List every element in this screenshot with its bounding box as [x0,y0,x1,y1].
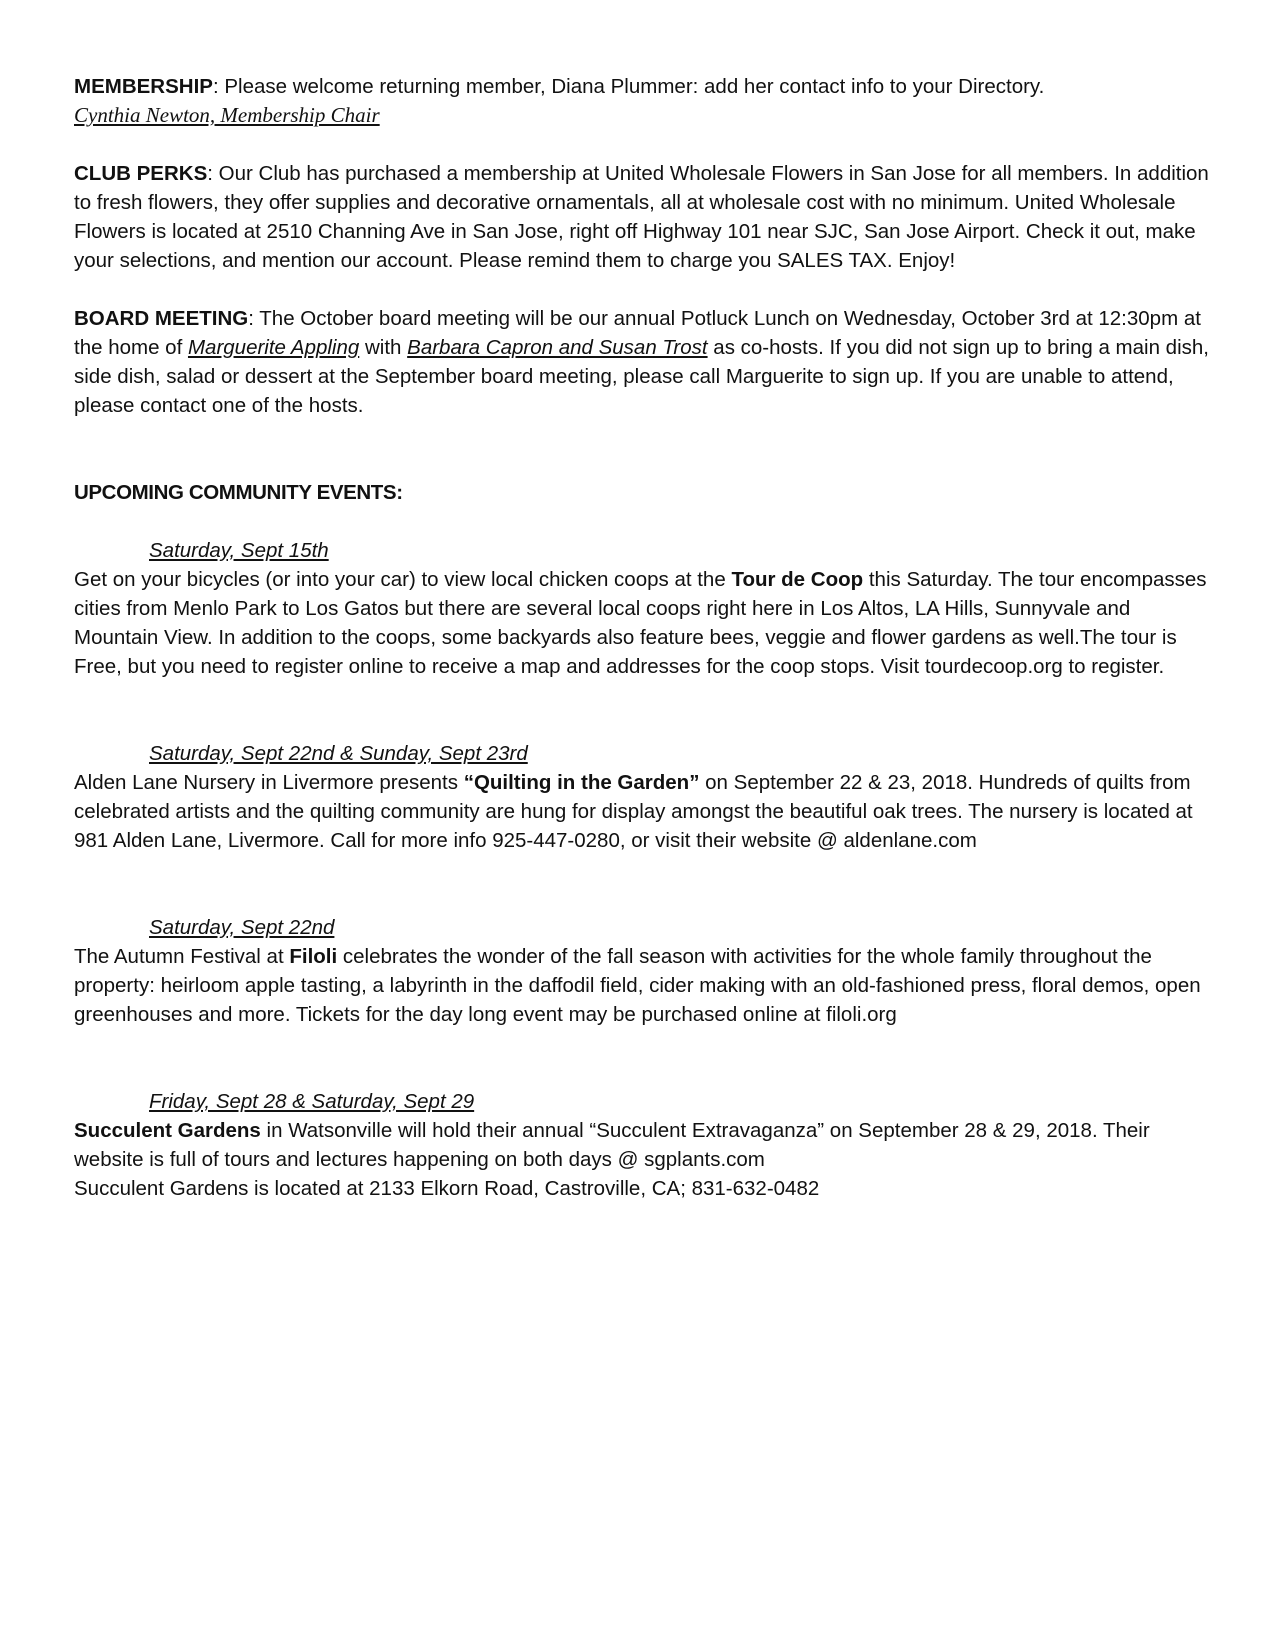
membership-paragraph [74,72,1209,101]
membership-signature: Cynthia Newton, Membership Chair [74,103,380,127]
board-meeting-host: Marguerite Appling [187,336,360,359]
membership-section [74,72,1209,130]
event-date: Saturday, Sept 15th [149,539,329,562]
board-meeting-paragraph [74,304,1209,420]
membership-separator: : [212,75,219,98]
event-description [74,768,1209,855]
event-tour-de-coop [74,536,1209,681]
board-meeting-text-2: with [359,336,408,359]
club-perks-heading: CLUB PERKS [74,162,208,185]
event-text-pre: The Autumn Festival at [74,945,290,968]
event-description [74,565,1209,681]
board-meeting-section [74,304,1209,420]
event-text-bold: Succulent Gardens [74,1119,261,1142]
event-succulent-extravaganza [74,1087,1209,1203]
events-heading: UPCOMING COMMUNITY EVENTS: [74,481,403,504]
club-perks-section [74,159,1209,275]
event-date: Saturday, Sept 22nd [149,916,335,939]
event-filoli-autumn-festival [74,913,1209,1029]
event-description [74,1116,1209,1174]
membership-signature-line [74,101,1209,130]
event-date: Saturday, Sept 22nd & Sunday, Sept 23rd [149,742,528,765]
event-text-bold: Tour de Coop [731,568,864,591]
board-meeting-text-3: as co-hosts. If you did not sign up to bring a main dish, side dish, salad or dessert at the September board meeting, please call Marguerite to sign up. If you are unable to attend, please contact one of the hosts. [74,336,1209,417]
event-text-bold: Filoli [289,945,338,968]
event-date: Friday, Sept 28 & Saturday, Sept 29 [149,1090,475,1113]
club-perks-paragraph [74,159,1209,275]
event-text-post: celebrates the wonder of the fall season with activities for the whole family throughout the property: heirloom apple tasting, a labyrinth in the daffodil field, cider making with an old-fashioned press, floral demos, open greenhouses and more. Tickets for the day long event may be purchased online at filoli.org [74,945,1201,1026]
event-address: Succulent Gardens is located at 2133 Elkorn Road, Castroville, CA; 831-632-0482 [74,1177,820,1200]
event-text-post: on September 22 & 23, 2018. Hundreds of quilts from celebrated artists and the quilting community are hung for display amongst the beautiful oak trees. The nursery is located at 981 Alden Lane, Livermore. Call for more info 925-447-0280, or visit their website @ aldenlane.com [74,771,1193,852]
club-perks-separator: : [207,162,213,185]
board-meeting-cohosts: Barbara Capron and Susan Trost [407,336,708,359]
board-meeting-text-1: The October board meeting will be our annual Potluck Lunch on Wednesday, October 3rd at 12:30pm at the home of [74,307,1201,359]
membership-heading: MEMBERSHIP [74,75,213,98]
event-text-bold: “Quilting in the Garden” [463,771,700,794]
event-text-pre: Alden Lane Nursery in Livermore presents [74,771,464,794]
event-text-pre: Get on your bicycles (or into your car) to view local chicken coops at the [74,568,732,591]
club-perks-text: Our Club has purchased a membership at United Wholesale Flowers in San Jose for all members. In addition to fresh flowers, they offer supplies and decorative ornamentals, all at wholesale cost with no minimum. United Wholesale Flowers is located at 2510 Channing Ave in San Jose, right off Highway 101 near SJC, San Jose Airport. Check it out, make your selections, and mention our account. Please remind them to charge you SALES TAX. Enjoy! [74,162,1209,272]
board-meeting-separator: : [248,307,254,330]
board-meeting-heading: BOARD MEETING [74,307,249,330]
event-text-post: this Saturday. The tour encompasses cities from Menlo Park to Los Gatos but there are several local coops right here in Los Altos, LA Hills, Sunnyvale and Mountain View. In addition to the coops, some backyards also feature bees, veggie and flower gardens as well.The tour is Free, but you need to register online to receive a map and addresses for the coop stops. Visit tourdecoop.org to register. [74,568,1207,678]
event-quilting-in-the-garden [74,739,1209,855]
membership-text: Please welcome returning member, Diana Plummer: add her contact info to your Directory. [218,75,1045,98]
event-text-post: in Watsonville will hold their annual “Succulent Extravaganza” on September 28 & 29, 2018. Their website is full of tours and lectures happening on both days @ sgplants.com [74,1119,1150,1171]
event-description [74,942,1209,1029]
newsletter-page [74,72,1209,1261]
